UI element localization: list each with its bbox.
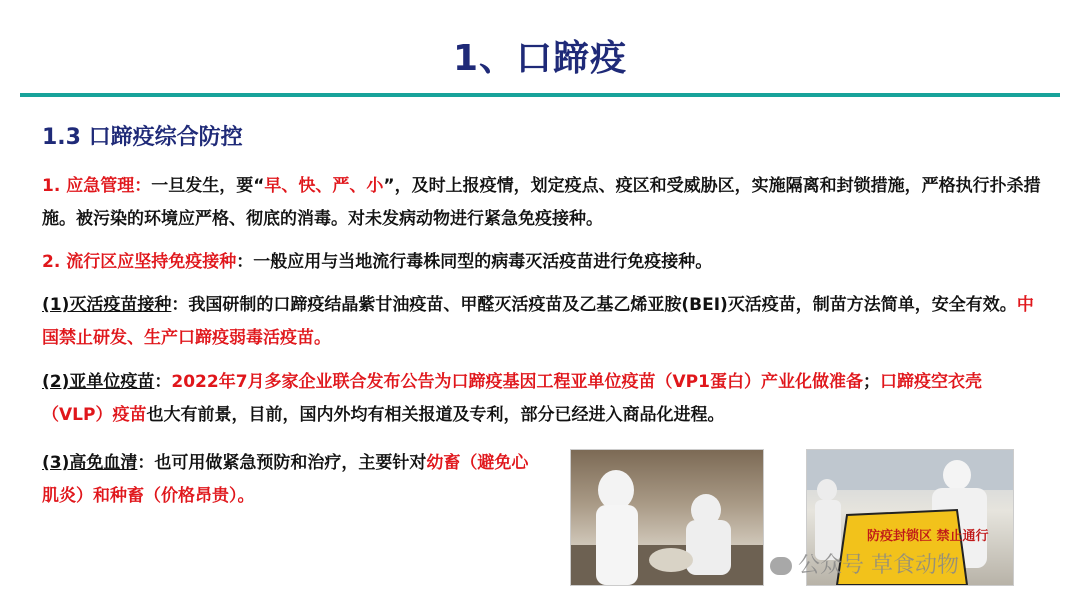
- p5-text: ：也可用做紧急预防和治疗，主要针对: [137, 453, 427, 473]
- workers-illustration: [571, 450, 763, 585]
- section-heading: 1.3 口蹄疫综合防控: [42, 125, 243, 150]
- p4-label: (2)亚单位疫苗: [42, 372, 155, 392]
- paragraph-serum: [42, 447, 532, 513]
- p1-text-a: 一旦发生，要“: [151, 176, 265, 196]
- paragraph-vaccination: [42, 246, 1042, 279]
- paragraph-subunit-vaccine: [42, 366, 1042, 432]
- slide-title: 1、口蹄疫: [452, 38, 628, 79]
- p4-sep2: ；: [862, 372, 880, 392]
- p4-text: 也大有前景，目前，国内外均有相关报道及专利，部分已经进入商品化进程。: [146, 405, 725, 425]
- p1-label: 1. 应急管理：: [42, 176, 152, 196]
- p2-text: ：一般应用与当地流行毒株同型的病毒灭活疫苗进行免疫接种。: [236, 252, 713, 272]
- photo-workers-vaccinating: [570, 449, 764, 586]
- p1-text-b: ”，及时上报疫情，划定疫点、疫区和受威胁区，实施隔离和封锁措施，严格执行扑杀措施。被污染的环境应严格、彻底的消毒。对未发病动物进行紧急免疫接种。: [42, 176, 1041, 229]
- sign-text: 防疫封锁区 禁止通行: [867, 529, 989, 544]
- paragraph-emergency: [42, 170, 1042, 236]
- title-divider: [20, 93, 1060, 97]
- p5-highlight: 幼畜（避免心肌炎）和种畜（价格昂贵）。: [42, 453, 529, 506]
- p3-label: (1)灭活疫苗接种: [42, 295, 172, 315]
- watermark: [770, 548, 959, 579]
- p3-highlight: 中国禁止研发、生产口蹄疫弱毒活疫苗。: [42, 295, 1034, 348]
- wechat-icon: [770, 557, 792, 575]
- p3-text: ：我国研制的口蹄疫结晶紫甘油疫苗、甲醛灭活疫苗及乙基乙烯亚胺(BEI)灭活疫苗，制苗方法简单，安全有效。: [171, 295, 1017, 315]
- p4-highlight-a: 2022年7月多家企业联合发布公告为口蹄疫基因工程亚单位疫苗（VP1蛋白）产业化做准备: [171, 372, 863, 392]
- paragraph-inactivated-vaccine: [42, 289, 1042, 355]
- p4-highlight-b: 口蹄疫空衣壳（VLP）疫苗: [42, 372, 982, 425]
- p1-highlight: 早、快、严、小: [264, 176, 384, 196]
- p4-sep: ：: [154, 372, 172, 392]
- watermark-text: 公众号 草食动物: [798, 553, 959, 578]
- p2-label: 2. 流行区应坚持免疫接种: [42, 252, 237, 272]
- p5-label: (3)高免血清: [42, 453, 138, 473]
